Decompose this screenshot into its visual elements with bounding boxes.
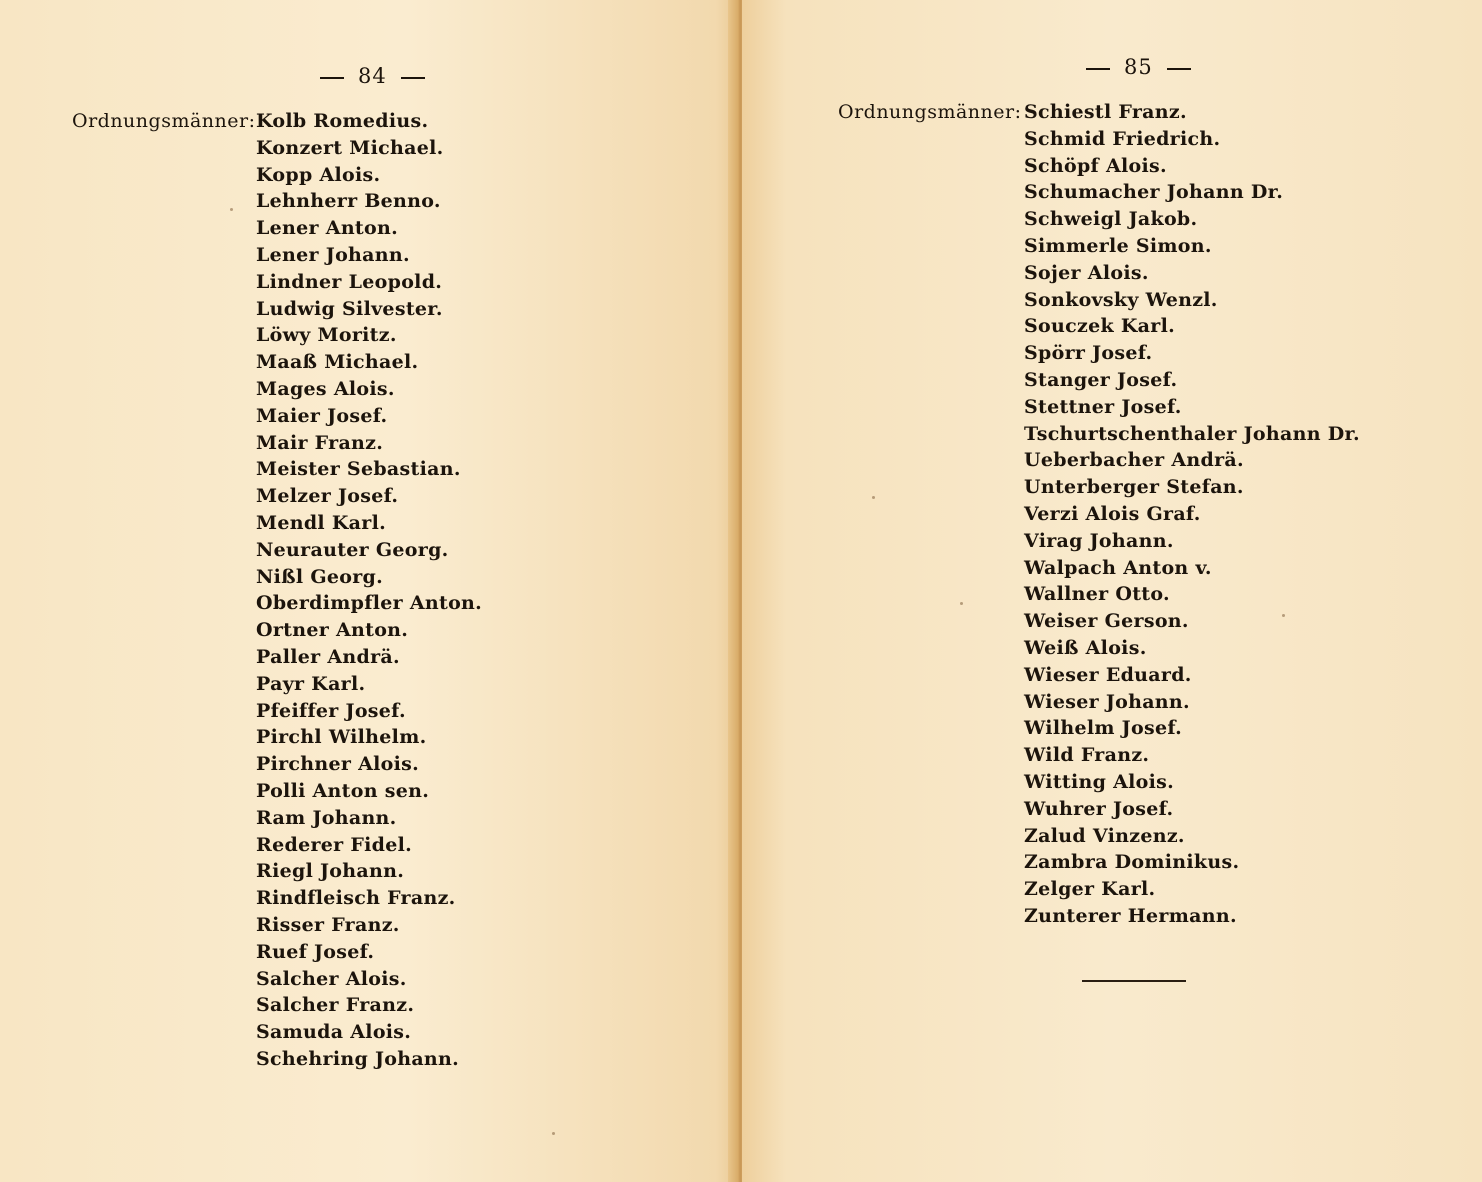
name-entry: Wild Franz. [1024,744,1150,767]
name-entry: Maaß Michael. [256,351,419,374]
name-list-right [1024,99,1360,930]
dash [401,77,425,79]
right-page [742,0,1482,1182]
dash [1167,68,1191,70]
name-entry: Paller Andrä. [256,645,400,668]
ink-speck [1282,614,1285,617]
ink-speck [230,208,233,211]
name-entry: Samuda Alois. [256,1021,412,1044]
name-entry: Witting Alois. [1024,770,1175,793]
name-entry: Schweigl Jakob. [1024,208,1198,231]
name-entry: Schumacher Johann Dr. [1024,181,1284,204]
ink-speck [960,602,963,605]
name-entry: Zalud Vinzenz. [1024,824,1185,847]
page-number-text: 85 [1124,55,1153,79]
name-entry: Kolb Romedius. [256,110,429,132]
name-entry: Schiestl Franz. [1024,101,1187,123]
dash [320,77,344,79]
name-entry: Stettner Josef. [1024,395,1182,418]
name-entry: Mages Alois. [256,377,395,400]
page-number-84 [306,64,439,88]
name-entry: Schöpf Alois. [1024,154,1167,177]
left-page [0,0,738,1182]
dash [1086,68,1110,70]
name-entry: Wuhrer Josef. [1024,797,1174,820]
name-entry: Tschurtschenthaler Johann Dr. [1024,422,1360,445]
name-entry: Pirchner Alois. [256,753,420,776]
name-entry: Unterberger Stefan. [1024,476,1244,499]
name-entry: Souczek Karl. [1024,315,1176,338]
name-entry: Oberdimpfler Anton. [256,592,483,615]
section-label: Ordnungsmänner: [72,110,256,132]
section-label: Ordnungsmänner: [838,101,1022,123]
name-entry: Nißl Georg. [256,565,384,588]
name-entry: Pirchl Wilhelm. [256,726,427,749]
name-entry: Zelger Karl. [1024,878,1156,901]
name-entry: Lindner Leopold. [256,270,443,293]
name-entry: Wieser Eduard. [1024,663,1192,686]
end-rule [1082,980,1186,982]
name-entry: Wieser Johann. [1024,690,1190,713]
name-entry: Kopp Alois. [256,163,381,186]
name-entry: Zunterer Hermann. [1024,904,1237,927]
name-entry: Wallner Otto. [1024,583,1170,606]
page-number-text: 84 [358,64,387,88]
name-entry: Meister Sebastian. [256,458,461,481]
name-entry: Pfeiffer Josef. [256,699,406,722]
name-entry: Schehring Johann. [256,1047,460,1070]
name-entry: Stanger Josef. [1024,368,1178,391]
name-entry: Verzi Alois Graf. [1024,502,1201,525]
name-entry: Sonkovsky Wenzl. [1024,288,1218,311]
name-entry: Sojer Alois. [1024,261,1149,284]
name-entry: Rindfleisch Franz. [256,887,456,910]
name-entry: Lener Anton. [256,217,399,240]
name-entry: Risser Franz. [256,913,400,936]
name-entry: Salcher Alois. [256,967,407,990]
name-entry: Löwy Moritz. [256,324,397,347]
name-entry: Ram Johann. [256,806,397,829]
name-entry: Polli Anton sen. [256,779,430,802]
name-entry: Mendl Karl. [256,511,387,534]
name-entry: Neurauter Georg. [256,538,449,561]
name-entry: Ludwig Silvester. [256,297,443,320]
name-entry: Konzert Michael. [256,136,444,159]
name-entry: Walpach Anton v. [1024,556,1212,579]
ink-speck [872,496,875,499]
name-entry: Spörr Josef. [1024,342,1153,365]
name-entry: Maier Josef. [256,404,388,427]
name-entry: Mair Franz. [256,431,384,454]
name-entry: Weiser Gerson. [1024,610,1189,633]
name-list-left [256,108,482,1073]
name-entry: Rederer Fidel. [256,833,413,856]
name-entry: Simmerle Simon. [1024,234,1212,257]
name-entry: Payr Karl. [256,672,366,695]
name-entry: Lener Johann. [256,243,410,266]
name-entry: Lehnherr Benno. [256,190,441,213]
page-number-85 [1072,55,1205,79]
name-entry: Schmid Friedrich. [1024,127,1221,150]
name-entry: Melzer Josef. [256,485,399,508]
name-entry: Zambra Dominikus. [1024,851,1240,874]
name-entry: Ortner Anton. [256,619,409,642]
name-entry: Salcher Franz. [256,994,415,1017]
name-entry: Weiß Alois. [1024,636,1147,659]
name-entry: Ruef Josef. [256,940,375,963]
name-entry: Virag Johann. [1024,529,1174,552]
ink-speck [552,1132,555,1135]
name-entry: Ueberbacher Andrä. [1024,449,1244,472]
name-entry: Riegl Johann. [256,860,405,883]
name-entry: Wilhelm Josef. [1024,717,1183,740]
